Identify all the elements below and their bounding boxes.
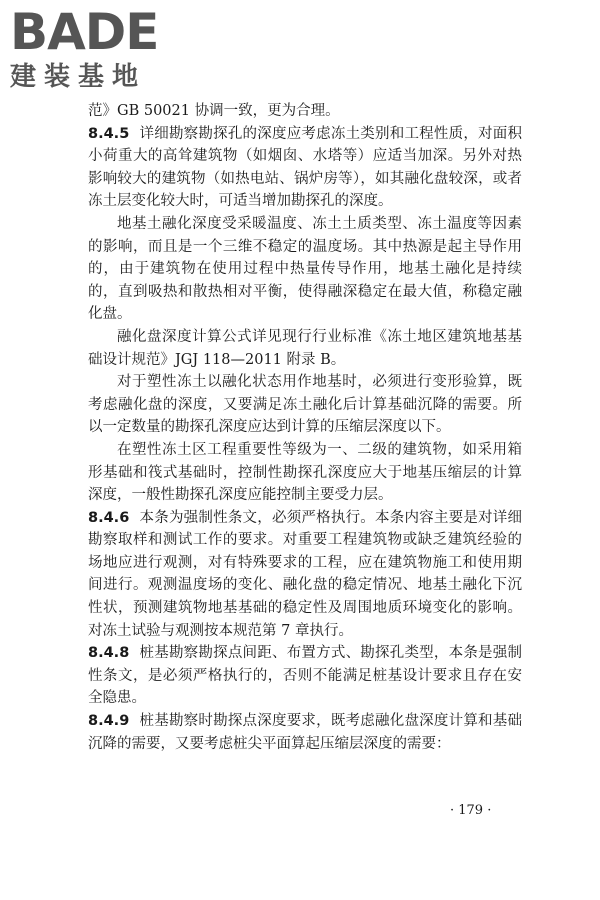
logo-wordmark: BADE — [10, 3, 159, 61]
paragraph-text: 对于塑性冻土以融化状态用作地基时，必须进行变形验算，既考虑融化盘的深度，又要满足冻土融化后计算基础沉降的需要。所以一定数量的勘探孔深度应达到计算的压缩层深度以下。 — [88, 374, 522, 436]
paragraph-thaw-depth — [88, 213, 522, 326]
page-number: · 179 · — [450, 803, 492, 818]
paragraph-text: 范》GB 50021 协调一致，更为合理。 — [88, 103, 340, 119]
section-text: 详细勘察勘探孔的深度应考虑冻土类别和工程性质，对面积小荷重大的高耸建筑物（如烟囱、水塔等）应适当加深。另外对热影响较大的建筑物（如热电站、锅炉房等），如其融化盘较深，或者冻土层变化较大时，可适当增加勘探孔的深度。 — [88, 125, 522, 210]
document-body — [88, 100, 522, 755]
paragraph-plastic-frozen-soil — [88, 371, 522, 439]
paragraph-box-raft-foundation — [88, 439, 522, 507]
paragraph-formula-reference — [88, 326, 522, 371]
section-number: 8.4.6 — [88, 509, 130, 526]
paragraph-text: 地基土融化深度受采暖温度、冻土土质类型、冻土温度等因素的影响，而且是一个三维不稳定的温度场。其中热源是起主导作用的，由于建筑物在使用过程中热量传导作用，地基土融化是持续的，直到吸热和散热相对平衡，使得融深稳定在最大值，称稳定融化盘。 — [88, 215, 522, 323]
section-8-4-9 — [88, 710, 522, 755]
section-text: 桩基勘察勘探点间距、布置方式、勘探孔类型，本条是强制性条文，是必须严格执行的，否则不能满足桩基设计要求且存在安全隐患。 — [88, 645, 522, 707]
bade-logo — [8, 4, 178, 96]
section-8-4-6 — [88, 507, 522, 643]
logo-subtitle: 建装基地 — [10, 62, 147, 92]
section-number: 8.4.5 — [88, 125, 130, 142]
section-text: 桩基勘察时勘探点深度要求，既考虑融化盘深度计算和基础沉降的需要，又要考虑桩尖平面算起压缩层深度的需要： — [88, 713, 522, 752]
section-number: 8.4.8 — [88, 645, 130, 662]
section-8-4-5 — [88, 123, 522, 213]
section-text: 本条为强制性条文，必须严格执行。本条内容主要是对详细勘察取样和测试工作的要求。对重要工程建筑物或缺乏建筑经验的场地应进行观测，对有特殊要求的工程，应在建筑物施工和使用期间进行。观测温度场的变化、融化盘的稳定情况、地基土融化下沉性状，预测建筑物地基基础的稳定性及周围地质环境变化的影响。对冻土试验与观测按本规范第 7 章执行。 — [88, 509, 522, 639]
paragraph-text: 在塑性冻土区工程重要性等级为一、二级的建筑物，如采用箱形基础和筏式基础时，控制性勘探孔深度应大于地基压缩层的计算深度，一般性勘探孔深度应能控制主要受力层。 — [88, 441, 522, 504]
paragraph-continuation — [88, 100, 522, 123]
section-number: 8.4.9 — [88, 713, 130, 730]
paragraph-text: 融化盘深度计算公式详见现行行业标准《冻土地区建筑地基基础设计规范》JGJ 118—2011 附录 B。 — [88, 328, 522, 368]
section-8-4-8 — [88, 642, 522, 710]
